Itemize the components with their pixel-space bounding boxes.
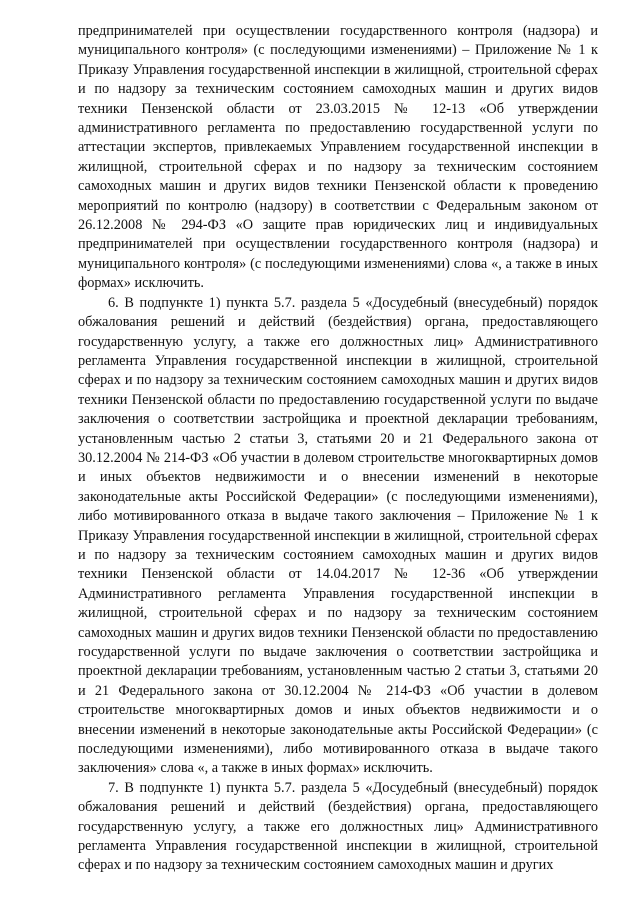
document-page xyxy=(78,22,598,876)
paragraph-item-7: 7. В подпункте 1) пункта 5.7. раздела 5 «Досудебный (внесудебный) порядок обжалования решений и действий (бездействия) органа, предоставляющего государственную услугу, а также его должностных лиц» Административного регламента Управления государственной инспекции в жилищной, строительной сферах и по надзору за техническим состоянием самоходных машин и других xyxy=(78,779,598,874)
paragraph-item-6: 6. В подпункте 1) пункта 5.7. раздела 5 «Досудебный (внесудебный) порядок обжалования решений и действий (бездействия) органа, предоставляющего государственную услугу, а также его должностных лиц» Административного регламента Управления государственной инспекции в жилищной, строительной сферах и по надзору за техническим состоянием самоходных машин и других видов техники Пензенской области по предоставлению государственной услуги по выдаче заключения о соответствии застройщика и проектной декларации требованиям, установленным частью 2 статьи 3, статьями 20 и 21 Федерального закона от 30.12.2004 № 214-ФЗ «Об участии в долевом строительстве многоквартирных домов и иных объектов недвижимости и о внесении изменений в некоторые законодательные акты Российской Федерации» (с последующими изменениями), либо мотивированного отказа в выдаче такого заключения – Приложение № 1 к Приказу Управления государственной инспекции в жилищной, строительной сферах и по надзору за техническим состоянием самоходных машин и других видов техники Пензенской области от 14.04.2017 № 12-36 «Об утверждении Административного регламента Управления государственной инспекции в жилищной, строительной сферах и по надзору за техническим состоянием самоходных машин и других видов техники Пензенской области по предоставлению государственной услуги по выдаче заключения о соответствии застройщика и проектной декларации требованиям, установленным частью 2 статьи 3, статьями 20 и 21 Федерального закона от 30.12.2004 № 214-ФЗ «Об участии в долевом строительстве многоквартирных домов и иных объектов недвижимости и о внесении изменений в некоторые законодательные акты Российской Федерации» (с последующими изменениями), либо мотивированного отказа в выдаче такого заключения» слова «, а также в иных формах» исключить. xyxy=(78,294,598,777)
paragraph-continuation: предпринимателей при осуществлении государственного контроля (надзора) и муниципального контроля» (с последующими изменениями) – Приложение № 1 к Приказу Управления государственной инспекции в жилищной, строительной сферах и по надзору за техническим состоянием самоходных машин и других видов техники Пензенской области от 23.03.2015 № 12-13 «Об утверждении административного регламента по предоставлению государственной услуги по аттестации экспертов, привлекаемых Управлением государственной инспекции в жилищной, строительной сферах и по надзору за техническим состоянием самоходных машин и других видов техники Пензенской области к проведению мероприятий по контролю (надзору) в соответствии с Федеральным законом от 26.12.2008 № 294-ФЗ «О защите прав юридических лиц и индивидуальных предпринимателей при осуществлении государственного контроля (надзора) и муниципального контроля» (с последующими изменениями) слова «, а также в иных формах» исключить. xyxy=(78,23,598,292)
